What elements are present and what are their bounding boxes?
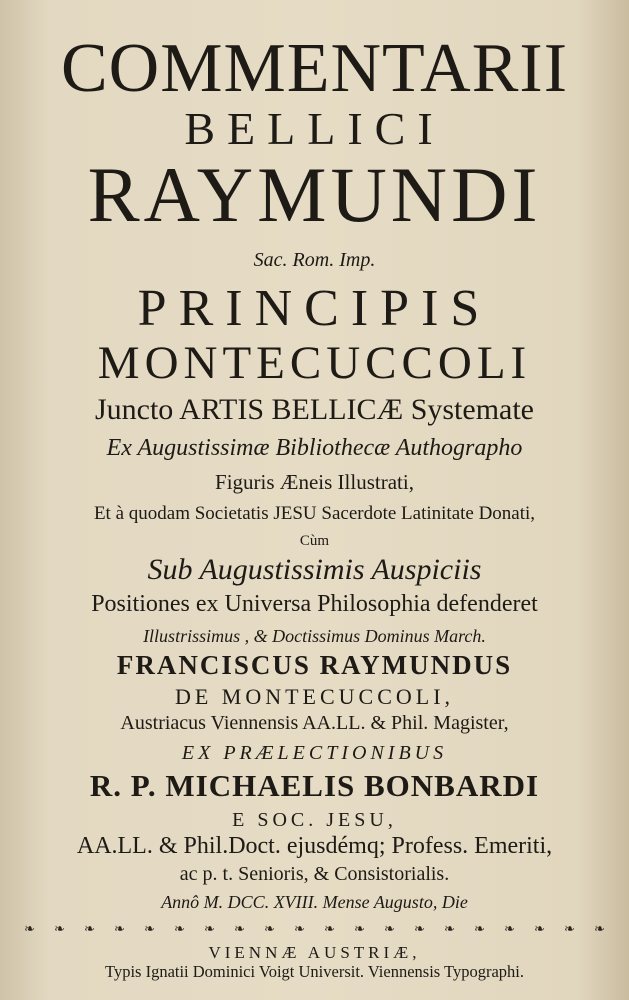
ornament-fleuron-icon: ❧ [114, 921, 125, 936]
ornament-fleuron-icon: ❧ [474, 921, 485, 936]
ornament-fleuron-icon: ❧ [594, 921, 605, 936]
line-figuris-aeneis: Figuris Æneis Illustrati, [215, 470, 414, 494]
title-principis: PRINCIPIS [137, 280, 492, 337]
ornament-fleuron-icon: ❧ [294, 921, 305, 936]
ornament-fleuron-icon: ❧ [324, 921, 335, 936]
ornament-border [24, 922, 605, 936]
ornament-fleuron-icon: ❧ [444, 921, 455, 936]
line-sub-augustissimis: Sub Augustissimis Auspiciis [147, 553, 482, 586]
ornament-fleuron-icon: ❧ [264, 921, 275, 936]
name-franciscus-raymundus: FRANCISCUS RAYMUNDUS [116, 650, 513, 680]
ornament-fleuron-icon: ❧ [234, 921, 245, 936]
ornament-fleuron-icon: ❧ [384, 921, 395, 936]
name-de-montecuccoli: DE MONTECUCCOLI, [174, 684, 455, 709]
ornament-fleuron-icon: ❧ [144, 921, 155, 936]
line-aa-ll-phil-doct: AA.LL. & Phil.Doct. ejusdémq; Profess. Emeriti, [76, 833, 553, 859]
ornament-fleuron-icon: ❧ [414, 921, 425, 936]
line-illustrissimus: Illustrissimus , & Doctissimus Dominus March. [143, 626, 486, 646]
line-e-soc-jesu: E SOC. JESU, [232, 809, 397, 831]
line-societatis-jesu: Et à quodam Societatis JESU Sacerdote Latinitate Donati, [93, 503, 536, 524]
ornament-fleuron-icon: ❧ [204, 921, 215, 936]
imprint-viennae-austriae: VIENNÆ AUSTRIÆ, [208, 943, 421, 962]
ornament-fleuron-icon: ❧ [504, 921, 515, 936]
imprint-typis-voigt: Typis Ignatii Dominici Voigt Universit. Viennensis Typographi. [105, 962, 524, 981]
ornament-fleuron-icon: ❧ [564, 921, 575, 936]
line-anno-date: Annô M. DCC. XVIII. Mense Augusto, Die [161, 892, 468, 912]
title-bellici: BELLICI [184, 103, 445, 154]
ornament-fleuron-icon: ❧ [84, 921, 95, 936]
line-ex-augustissimae: Ex Augustissimæ Bibliothecæ Authographo [106, 435, 523, 461]
ornament-fleuron-icon: ❧ [354, 921, 365, 936]
title-commentarii: COMMENTARII [60, 30, 569, 107]
ornament-fleuron-icon: ❧ [24, 921, 35, 936]
line-senioris: ac p. t. Senioris, & Consistorialis. [179, 863, 450, 885]
subtitle-sac-rom-imp: Sac. Rom. Imp. [253, 249, 376, 271]
title-montecuccoli: MONTECUCCOLI [97, 337, 532, 389]
title-raymundi: RAYMUNDI [87, 151, 542, 238]
line-austriacus: Austriacus Viennensis AA.LL. & Phil. Magister, [120, 712, 509, 734]
name-michaelis-bonbardi: R. P. MICHAELIS BONBARDI [89, 768, 540, 803]
line-cum: Cùm [299, 533, 330, 549]
line-juncto-artis-bellicae: Juncto ARTIS BELLICÆ Systemate [94, 393, 534, 426]
line-positiones: Positiones ex Universa Philosophia defenderet [91, 591, 538, 617]
line-ex-praelectionibus: EX PRÆLECTIONIBUS [181, 742, 448, 764]
ornament-fleuron-icon: ❧ [54, 921, 65, 936]
ornament-fleuron-icon: ❧ [534, 921, 545, 936]
ornament-fleuron-icon: ❧ [174, 921, 185, 936]
